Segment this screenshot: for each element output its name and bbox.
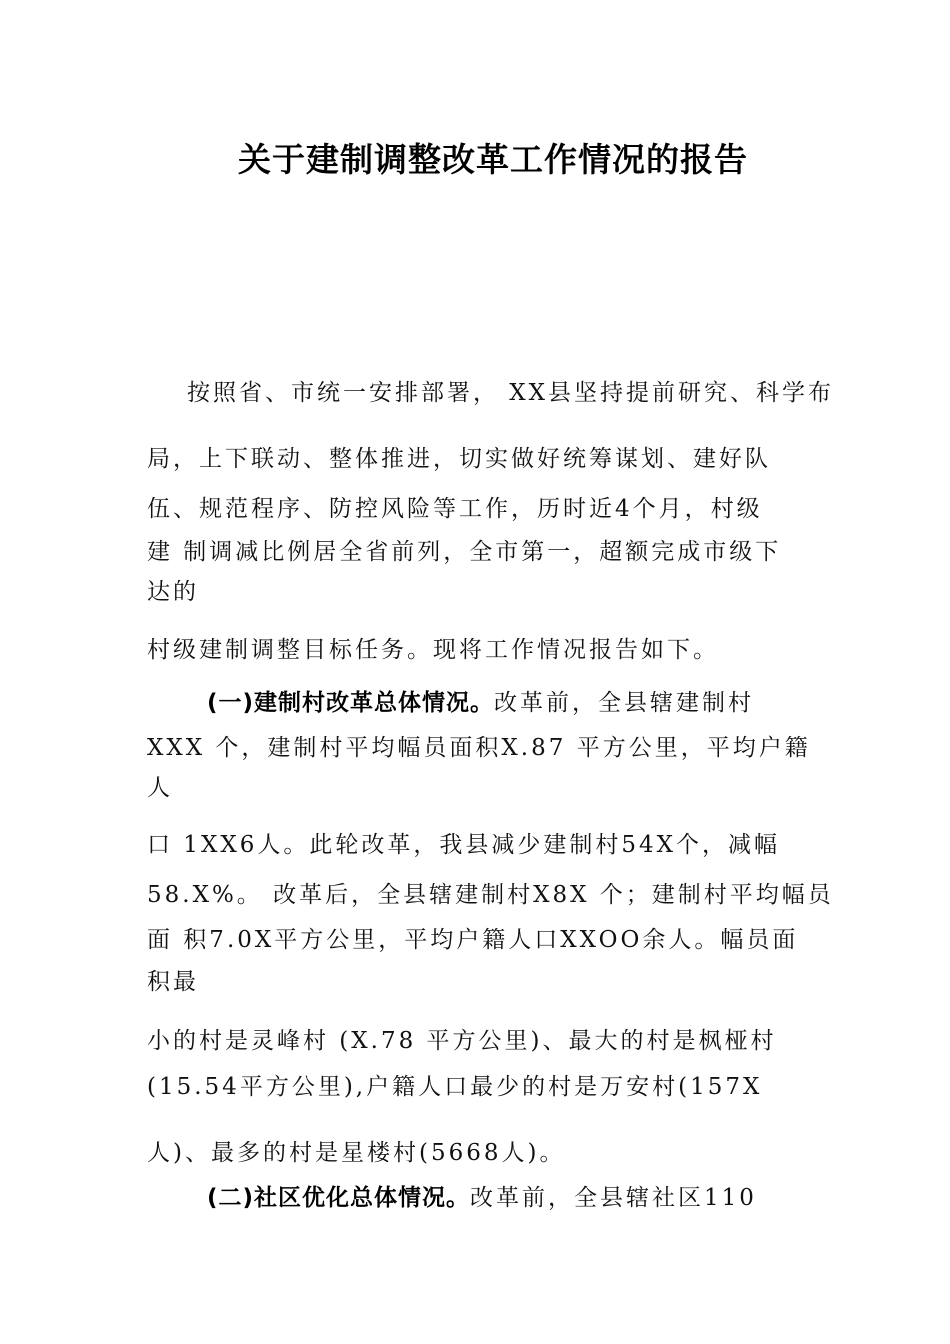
section1-line: (15.54平方公里),户籍人口最少的村是万安村(157X <box>147 1074 763 1100</box>
section1-line: 58.X%。 改革后，全县辖建制村X8X 个；建制村平均幅员 <box>147 882 834 908</box>
section1-line: 口 1XX6人。此轮改革，我县减少建制村54X个，减幅 <box>147 832 780 858</box>
section2-heading-rest: 改革前，全县辖社区110 <box>470 1185 757 1211</box>
section1-first-line <box>207 688 754 718</box>
intro-line: 建 制调减比例居全省前列，全市第一，超额完成市级下 <box>147 539 782 565</box>
section1-line: 面 积7.0X平方公里，平均户籍人口XXOO余人。幅员面 <box>147 927 799 953</box>
section1-line: 人)、最多的村是星楼村(5668人)。 <box>147 1140 566 1166</box>
section1-line: 积最 <box>147 969 199 995</box>
intro-line: 按照省、市统一安排部署， XX县坚持提前研究、科学布 <box>187 380 835 406</box>
intro-line: 局，上下联动、整体推进，切实做好统筹谋划、建好队 <box>147 446 771 472</box>
intro-line: 村级建制调整目标任务。现将工作情况报告如下。 <box>147 637 719 663</box>
section2-first-line <box>207 1183 757 1213</box>
section1-heading: (一)建制村改革总体情况。 <box>207 690 495 716</box>
section1-line: XXX 个，建制村平均幅员面积X.87 平方公里，平均户籍 <box>147 735 811 761</box>
section1-line: 小的村是灵峰村 (X.78 平方公里)、最大的村是枫桠村 <box>147 1028 777 1054</box>
section1-heading-rest: 改革前，全县辖建制村 <box>494 690 755 716</box>
section1-line: 人 <box>147 775 173 801</box>
section2-heading: (二)社区优化总体情况。 <box>207 1185 471 1211</box>
intro-line: 达的 <box>147 579 199 605</box>
document-title: 关于建制调整改革工作情况的报告 <box>238 140 748 179</box>
intro-line: 伍、规范程序、防控风险等工作，历时近4个月，村级 <box>147 496 763 522</box>
